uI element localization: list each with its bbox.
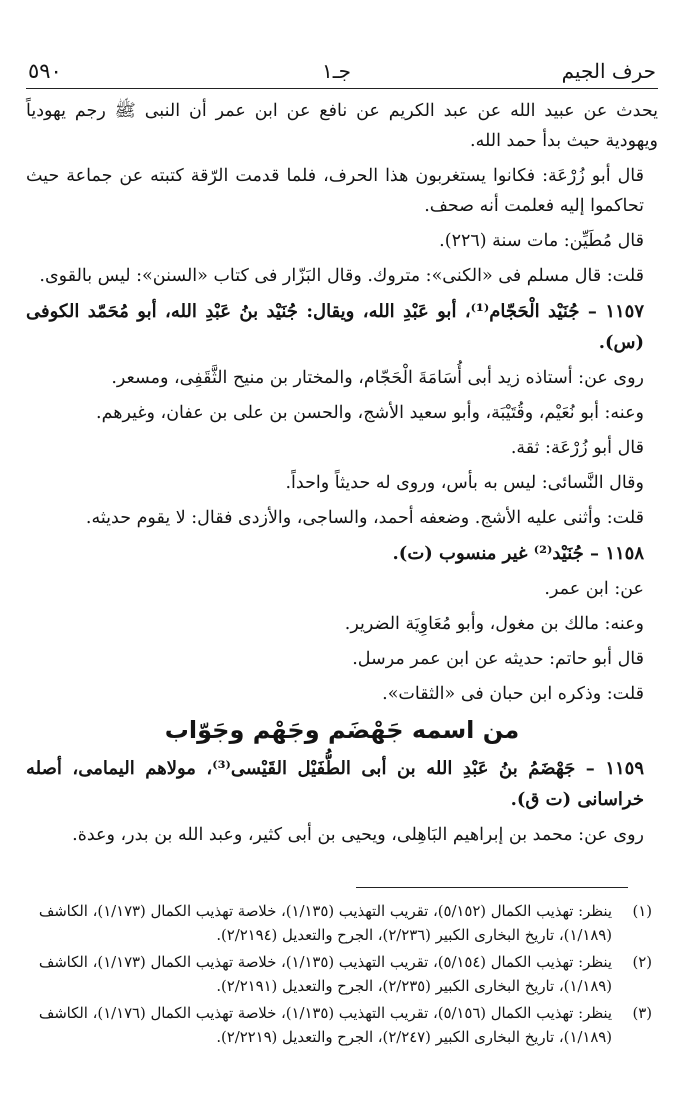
paragraph: وعنه: مالك بن مغول، وأبو مُعَاوِيَة الضرير. (344, 614, 644, 634)
footnote-text: ينظر: تهذيب الكمال (٥/١٥٢)، تقريب التهذيب (١/١٣٥)، خلاصة تهذيب الكمال (١/١٧٣)، الكاشف (١/١٨٩)، تاريخ البخارى الكبير (٢/٢٣٦)، الجرح والتعديل (٢/٢١٩٤). (38, 903, 612, 944)
entry-1157: ١١٥٧ – جُنَيْد الْحَجّام⁽¹⁾، أبو عَبْدِ الله، ويقال: جُنَيْد بنُ عَبْدِ الله، أبو مُحَمّد الكوفى (س). (26, 301, 644, 353)
paragraph: وعنه: أبو نُعَيْم، وقُتَيْبَة، وأبو سعيد الأشج، والحسن بن على بن عفان، وغيرهم. (96, 403, 644, 423)
footnote (26, 951, 652, 999)
chapter-title: حرف الجيم (561, 59, 656, 83)
running-header (28, 58, 656, 88)
paragraph: قال مُطَيِّن: مات سنة (٢٢٦). (439, 231, 644, 251)
footnote (26, 1002, 652, 1050)
footnote-number: (١) (632, 903, 652, 920)
footnotes (26, 900, 652, 1053)
main-text (26, 96, 658, 855)
footnote-number: (٣) (632, 1005, 652, 1022)
footnote-text: ينظر: تهذيب الكمال (٥/١٥٦)، تقريب التهذيب (١/١٣٥)، خلاصة تهذيب الكمال (١/١٧٦)، الكاشف (١/١٨٩)، تاريخ البخارى الكبير (٢/٢٤٧)، الجرح والتعديل (٢/٢٢١٩). (38, 1005, 612, 1046)
footnote-number: (٢) (632, 954, 652, 971)
paragraph: قال أبو زُرْعَة: ثقة. (510, 438, 644, 458)
paragraph: قلت: وأثنى عليه الأشج. وضعفه أحمد، والساجى، والأزدى فقال: لا يقوم حديثه. (85, 508, 644, 528)
header-rule (26, 88, 658, 89)
volume-label: جـ١ (322, 59, 351, 83)
section-heading: من اسمه جَهْضَم وجَهْم وجَوّاب (164, 716, 520, 744)
paragraph: قال أبو حاتم: حديثه عن ابن عمر مرسل. (352, 649, 644, 669)
entry-1159: ١١٥٩ – جَهْضَمُ بنُ عَبْدِ الله بن أبى الطُّفَيْل القَيْسى⁽³⁾، مولاهم اليمامى، أصله خراسانى (ت ق). (26, 758, 644, 810)
paragraph: يحدث عن عبيد الله عن عبد الكريم عن نافع عن ابن عمر أن النبى ﷺ رجم يهودياً ويهودية حيث بدأ حمد الله. (26, 101, 658, 151)
footnote-text: ينظر: تهذيب الكمال (٥/١٥٤)، تقريب التهذيب (١/١٣٥)، خلاصة تهذيب الكمال (١/١٧٣)، الكاشف (١/١٨٩)، تاريخ البخارى الكبير (٢/٢٣٥)، الجرح والتعديل (٢/٢١٩١). (38, 954, 612, 995)
paragraph: روى عن: أستاذه زيد أبى أُسَامَةَ الْحَجّام، والمختار بن منيح الثَّقَفِى، ومسعر. (111, 368, 644, 388)
paragraph: قال أبو زُرْعَة: فكانوا يستغربون هذا الحرف، فلما قدمت الرّقة كتبته عن جماعة حيث تحاكموا إليه فعلمت أنه صحف. (26, 166, 644, 216)
entry-1158: ١١٥٨ – جُنَيْد⁽²⁾ غير منسوب (ت). (392, 543, 644, 564)
page-number: ٥٩٠ (28, 59, 62, 83)
paragraph: قلت: وذكره ابن حبان فى «الثقات». (382, 684, 644, 704)
footnote-rule (356, 887, 628, 888)
paragraph: عن: ابن عمر. (544, 579, 644, 599)
paragraph: وقال النَّسائى: ليس به بأس، وروى له حديثاً واحداً. (285, 473, 644, 493)
paragraph: روى عن: محمد بن إبراهيم البَاهِلى، ويحيى بن أبى كثير، وعبد الله بن بدر، وعدة. (72, 825, 644, 845)
paragraph: قلت: قال مسلم فى «الكنى»: متروك. وقال البَزّار فى كتاب «السنن»: ليس بالقوى. (39, 266, 644, 286)
footnote (26, 900, 652, 948)
